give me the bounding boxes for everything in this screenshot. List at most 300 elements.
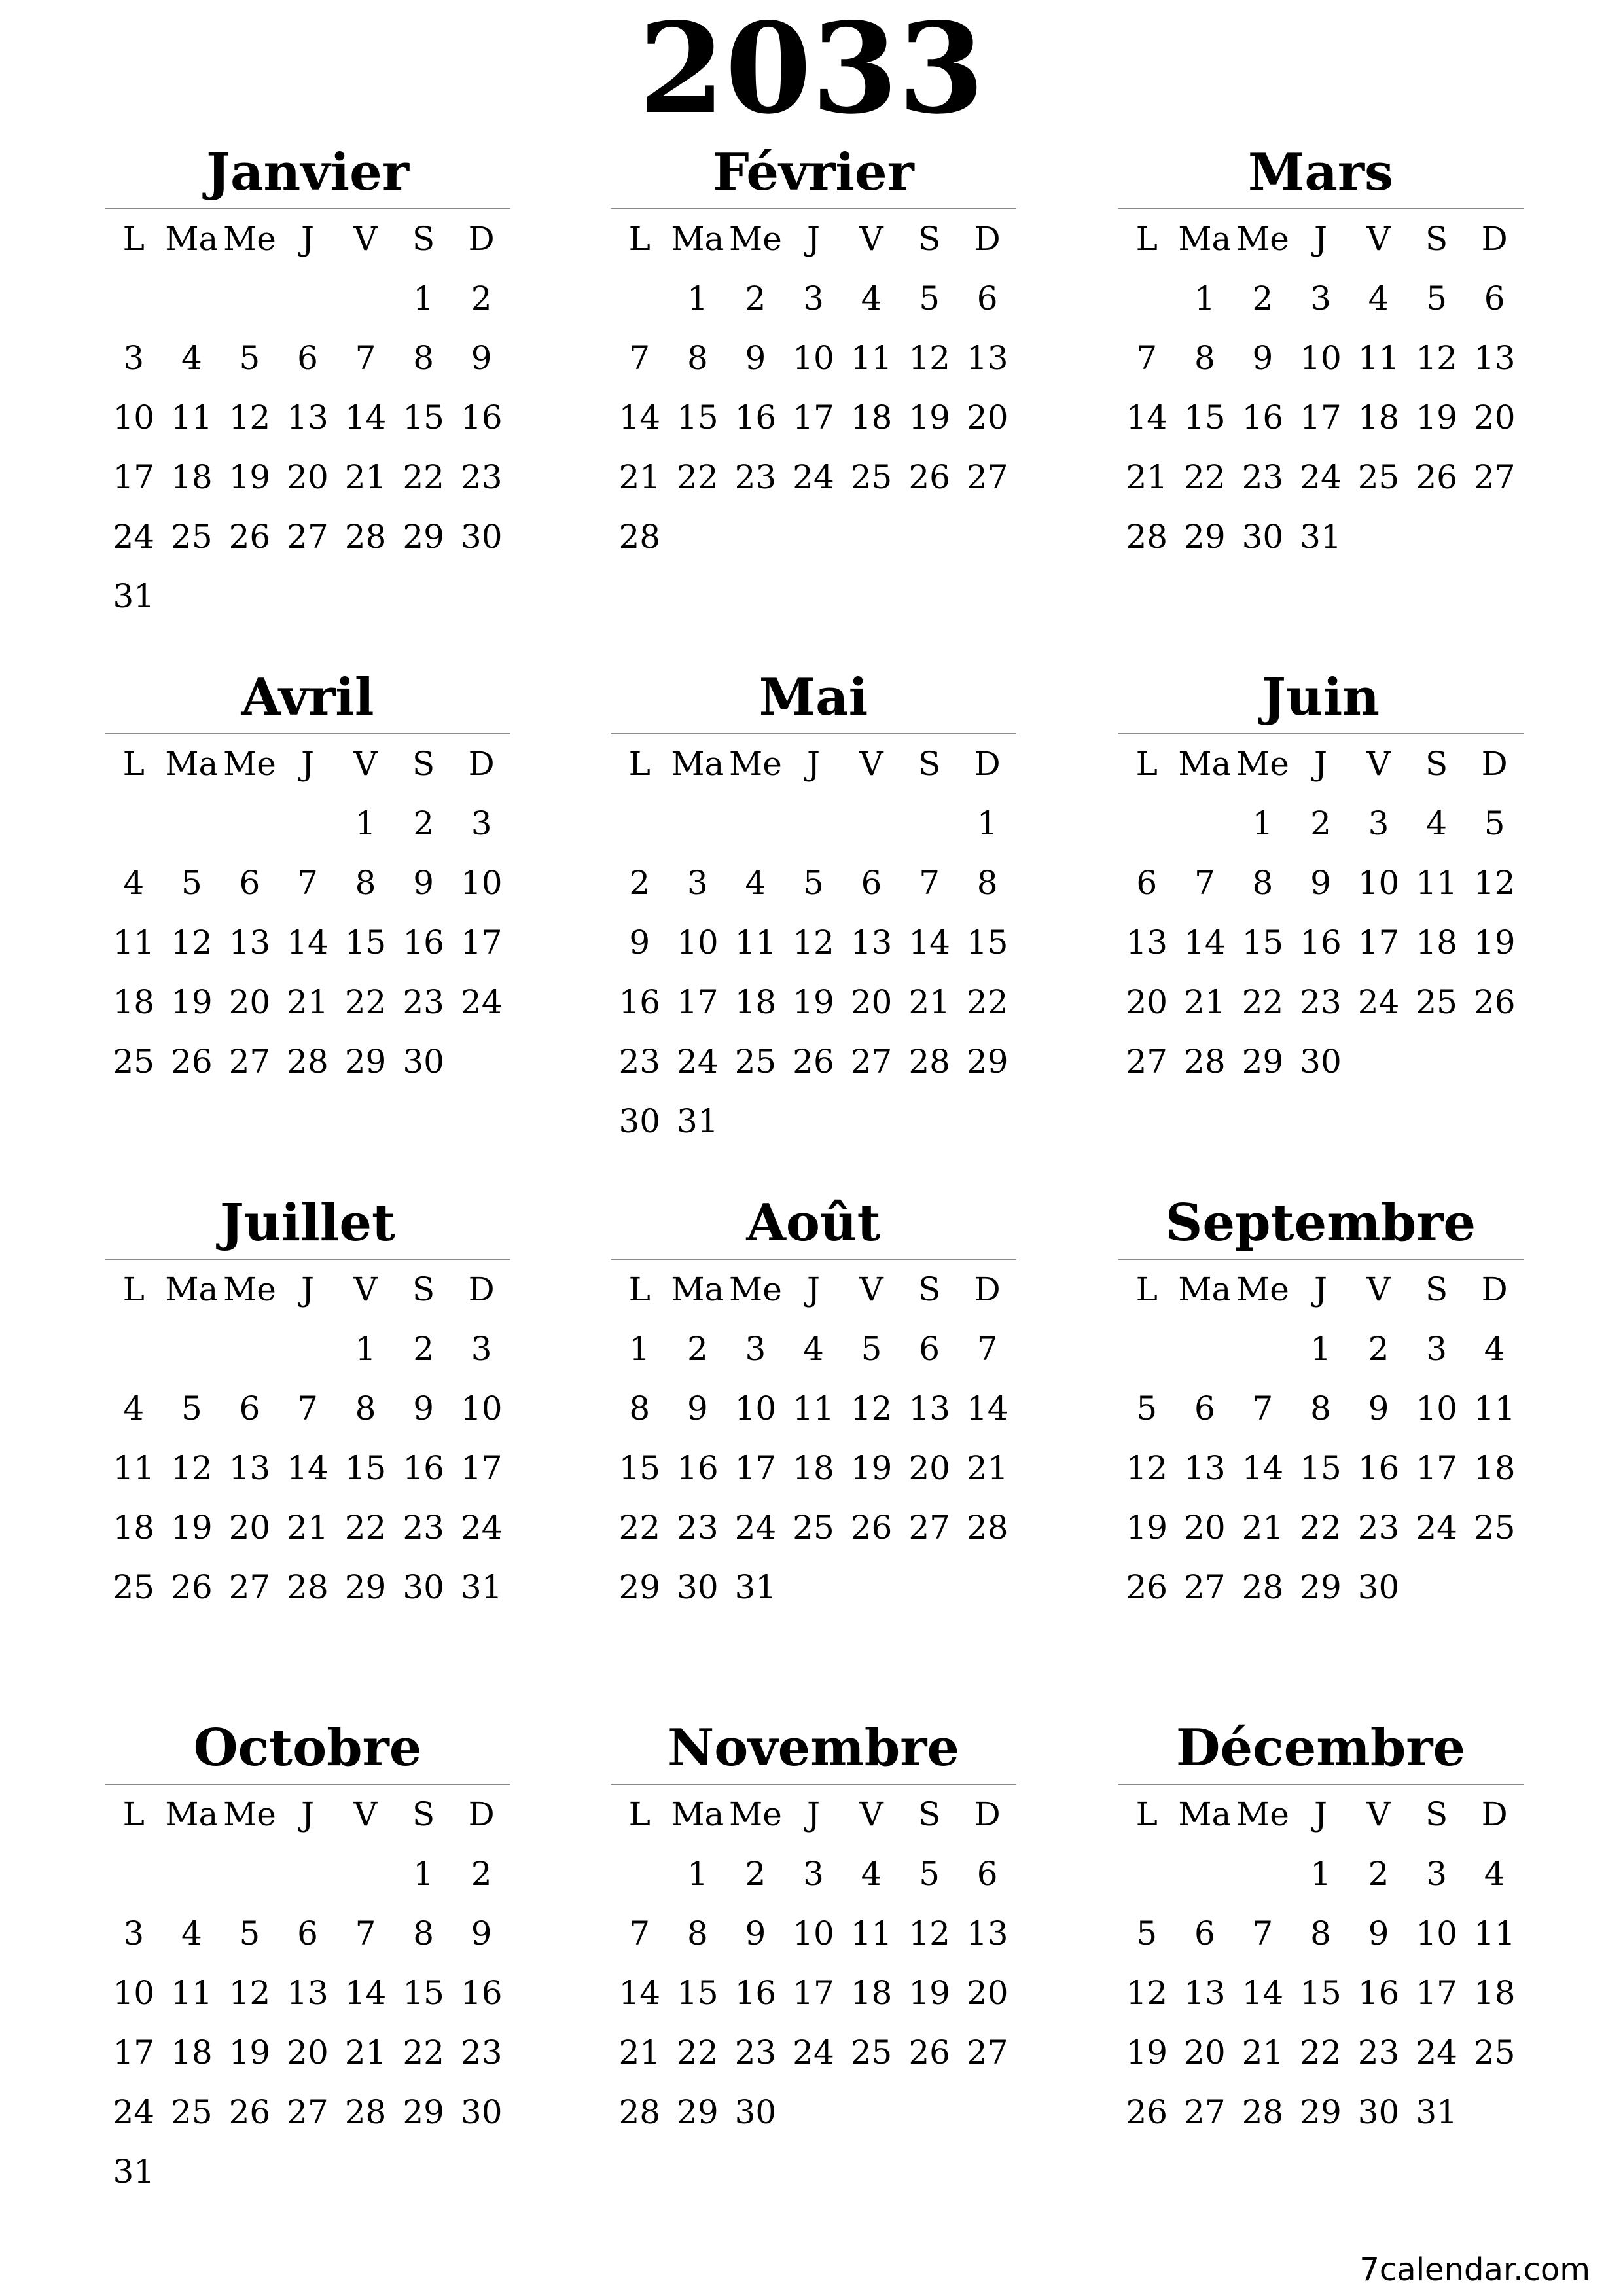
weekday-label: S [918,1270,941,1308]
day-cell: 1 [629,1330,651,1368]
day-cell: 8 [1194,339,1215,377]
day-cell: 12 [850,1390,893,1427]
day-cell: 17 [460,1449,503,1487]
day-cell: 25 [793,1509,834,1547]
month-days-grid [105,1260,510,1617]
day-cell: 27 [1126,1043,1168,1081]
day-cell: 5 [861,1330,882,1368]
day-cell: 4 [861,279,882,317]
day-cell: 5 [239,339,260,377]
month-days-grid [1118,734,1524,1092]
day-cell: 3 [745,1330,766,1368]
weekday-label: Me [729,1270,782,1308]
month-name: Novembre [667,1718,960,1778]
empty-day-cell [785,794,843,853]
day-cell: 7 [1252,1390,1274,1427]
day-cell: 14 [1241,1974,1284,2012]
day-cell: 25 [1473,1509,1516,1547]
day-cell: 7 [919,864,940,902]
day-cell: 9 [1310,864,1331,902]
day-cell: 22 [677,2034,719,2072]
day-cell: 16 [618,983,661,1021]
day-cell: 1 [687,1855,708,1893]
day-cell: 7 [629,339,651,377]
day-cell: 26 [228,518,271,556]
day-cell: 4 [181,1914,202,1952]
empty-day-cell [221,1319,279,1379]
day-cell: 24 [1416,2034,1457,2072]
day-cell: 12 [1416,339,1457,377]
day-cell: 30 [1300,1043,1342,1081]
day-cell: 6 [1136,864,1158,902]
day-cell: 4 [123,1390,145,1427]
day-cell: 20 [1126,983,1168,1021]
day-cell: 7 [355,1914,376,1952]
day-cell: 25 [113,1568,155,1606]
month-block [105,1713,510,2202]
day-cell: 15 [1300,1449,1342,1487]
day-cell: 16 [402,924,444,961]
day-cell: 19 [850,1449,893,1487]
day-cell: 23 [402,983,444,1021]
day-cell: 8 [413,339,435,377]
day-cell: 13 [908,1390,950,1427]
day-cell: 4 [1484,1855,1505,1893]
day-cell: 11 [171,399,213,437]
day-cell: 16 [402,1449,444,1487]
weekday-label: Ma [671,1270,724,1308]
day-cell: 29 [1184,518,1226,556]
day-cell: 30 [1241,518,1284,556]
day-cell: 3 [803,1855,824,1893]
day-cell: 20 [228,1509,271,1547]
day-cell: 22 [1241,983,1284,1021]
day-cell: 21 [966,1449,1008,1487]
empty-day-cell [163,269,221,329]
day-cell: 6 [239,1390,260,1427]
day-cell: 6 [976,279,998,317]
weekday-label: V [859,1795,883,1833]
day-cell: 11 [1473,1390,1516,1427]
empty-day-cell [221,269,279,329]
weekday-label: L [628,745,651,783]
day-cell: 15 [1184,399,1226,437]
weekday-label: D [1481,745,1508,783]
weekday-label: L [628,220,651,258]
weekday-label: Me [223,1270,276,1308]
day-cell: 6 [861,864,882,902]
day-cell: 3 [1426,1855,1448,1893]
day-cell: 6 [239,864,260,902]
day-cell: 25 [1416,983,1457,1021]
month-days-grid [1118,209,1524,567]
day-cell: 5 [239,1914,260,1952]
day-cell: 3 [123,1914,145,1952]
weekday-label: L [628,1795,651,1833]
day-cell: 31 [460,1568,503,1606]
day-cell: 7 [1136,339,1158,377]
empty-day-cell [336,1844,395,1904]
day-cell: 6 [919,1330,940,1368]
day-cell: 23 [1357,2034,1400,2072]
day-cell: 16 [460,1974,503,2012]
day-cell: 15 [344,924,387,961]
day-cell: 4 [1426,804,1448,842]
day-cell: 30 [402,1043,444,1081]
day-cell: 18 [850,399,893,437]
weekday-label: S [1425,745,1448,783]
day-cell: 21 [344,458,387,496]
day-cell: 25 [850,2034,893,2072]
day-cell: 13 [966,1914,1008,1952]
day-cell: 15 [1300,1974,1342,2012]
weekday-label: L [1135,1270,1158,1308]
weekday-label: V [353,1795,378,1833]
day-cell: 2 [745,1855,766,1893]
day-cell: 2 [687,1330,708,1368]
day-cell: 26 [1473,983,1516,1021]
weekday-label: V [353,1270,378,1308]
day-cell: 15 [344,1449,387,1487]
day-cell: 24 [113,518,155,556]
day-cell: 3 [1368,804,1389,842]
day-cell: 31 [734,1568,777,1606]
day-cell: 1 [1194,279,1215,317]
weekday-label: D [974,1795,1001,1833]
day-cell: 9 [413,1390,435,1427]
footer-site-link[interactable]: 7calendar.com [1359,2251,1590,2288]
day-cell: 7 [297,1390,318,1427]
weekday-label: J [1313,1795,1328,1833]
empty-day-cell [842,794,901,853]
day-cell: 2 [1252,279,1274,317]
day-cell: 28 [966,1509,1008,1547]
day-cell: 20 [966,1974,1008,2012]
weekday-label: Me [1236,1795,1289,1833]
day-cell: 10 [793,1914,834,1952]
day-cell: 9 [745,1914,766,1952]
day-cell: 14 [1241,1449,1284,1487]
weekday-label: L [628,1270,651,1308]
month-block [105,137,510,626]
weekday-label: D [468,1795,495,1833]
day-cell: 2 [1368,1330,1389,1368]
day-cell: 23 [734,458,777,496]
month-days-grid [611,209,1016,567]
day-cell: 19 [793,983,834,1021]
day-cell: 7 [976,1330,998,1368]
day-cell: 6 [297,339,318,377]
day-cell: 25 [113,1043,155,1081]
weekday-label: L [1135,1795,1158,1833]
day-cell: 8 [629,1390,651,1427]
day-cell: 28 [1241,2093,1284,2131]
day-cell: 28 [287,1568,329,1606]
day-cell: 5 [803,864,824,902]
day-cell: 4 [745,864,766,902]
day-cell: 4 [1484,1330,1505,1368]
day-cell: 9 [413,864,435,902]
day-cell: 30 [1357,2093,1400,2131]
month-days-grid [105,1785,510,2202]
weekday-label: J [806,1270,821,1308]
day-cell: 28 [618,2093,661,2131]
day-cell: 12 [228,399,271,437]
day-cell: 24 [1416,1509,1457,1547]
weekday-label: Me [1236,745,1289,783]
empty-day-cell [669,794,727,853]
day-cell: 26 [1126,2093,1168,2131]
day-cell: 27 [850,1043,893,1081]
day-cell: 24 [1357,983,1400,1021]
day-cell: 16 [460,399,503,437]
empty-day-cell [279,269,337,329]
day-cell: 19 [228,2034,271,2072]
day-cell: 24 [793,458,834,496]
empty-day-cell [221,794,279,853]
day-cell: 17 [677,983,719,1021]
day-cell: 29 [344,1043,387,1081]
day-cell: 11 [1416,864,1457,902]
day-cell: 24 [793,2034,834,2072]
day-cell: 25 [734,1043,777,1081]
day-cell: 21 [287,1509,329,1547]
month-block [105,1188,510,1617]
month-name: Janvier [206,143,409,202]
day-cell: 15 [618,1449,661,1487]
weekday-label: S [1425,220,1448,258]
day-cell: 16 [677,1449,719,1487]
day-cell: 17 [1300,399,1342,437]
weekday-label: Ma [671,220,724,258]
weekday-label: L [1135,220,1158,258]
day-cell: 15 [1241,924,1284,961]
day-cell: 14 [1184,924,1226,961]
day-cell: 16 [1241,399,1284,437]
day-cell: 22 [677,458,719,496]
day-cell: 1 [1310,1330,1331,1368]
weekday-label: J [806,1795,821,1833]
day-cell: 24 [460,1509,503,1547]
day-cell: 31 [1416,2093,1457,2131]
day-cell: 2 [413,804,435,842]
day-cell: 4 [803,1330,824,1368]
weekday-label: Ma [1178,1270,1232,1308]
weekday-label: V [859,1270,883,1308]
empty-day-cell [1234,1844,1292,1904]
day-cell: 14 [344,1974,387,2012]
day-cell: 11 [113,924,155,961]
day-cell: 30 [618,1102,661,1140]
day-cell: 22 [402,458,444,496]
month-block [611,1188,1016,1617]
day-cell: 28 [1184,1043,1226,1081]
day-cell: 20 [966,399,1008,437]
weekday-label: V [1366,745,1391,783]
weekday-label: J [300,1795,315,1833]
day-cell: 1 [687,279,708,317]
day-cell: 31 [113,2153,155,2191]
day-cell: 17 [1416,1449,1457,1487]
day-cell: 10 [460,864,503,902]
day-cell: 18 [113,1509,155,1547]
day-cell: 5 [1426,279,1448,317]
day-cell: 14 [1126,399,1168,437]
weekday-label: D [468,745,495,783]
day-cell: 8 [1310,1914,1331,1952]
day-cell: 6 [1194,1914,1215,1952]
day-cell: 26 [171,1568,213,1606]
weekday-label: Ma [165,1270,219,1308]
empty-day-cell [279,1844,337,1904]
day-cell: 22 [1300,2034,1342,2072]
weekday-label: V [1366,1795,1391,1833]
day-cell: 11 [850,339,893,377]
day-cell: 6 [1194,1390,1215,1427]
weekday-label: Ma [165,745,219,783]
weekday-label: L [122,1795,145,1833]
day-cell: 27 [287,2093,329,2131]
day-cell: 12 [171,924,213,961]
month-block [105,662,510,1092]
weekday-label: V [1366,220,1391,258]
day-cell: 20 [908,1449,950,1487]
day-cell: 21 [618,2034,661,2072]
day-cell: 3 [471,1330,492,1368]
day-cell: 2 [471,1855,492,1893]
day-cell: 15 [966,924,1008,961]
empty-day-cell [163,794,221,853]
day-cell: 1 [355,804,376,842]
day-cell: 23 [1357,1509,1400,1547]
day-cell: 15 [402,399,444,437]
month-name: Mars [1248,143,1393,202]
day-cell: 11 [793,1390,834,1427]
weekday-label: Ma [165,220,219,258]
day-cell: 21 [287,983,329,1021]
weekday-label: S [1425,1795,1448,1833]
day-cell: 8 [1252,864,1274,902]
day-cell: 18 [1357,399,1400,437]
day-cell: 25 [171,518,213,556]
empty-day-cell [1118,794,1176,853]
day-cell: 9 [745,339,766,377]
weekday-label: J [1313,1270,1328,1308]
day-cell: 9 [1368,1914,1389,1952]
day-cell: 3 [687,864,708,902]
day-cell: 16 [1357,1449,1400,1487]
day-cell: 10 [113,1974,155,2012]
day-cell: 26 [1416,458,1457,496]
day-cell: 18 [734,983,777,1021]
weekday-label: S [918,1795,941,1833]
day-cell: 7 [629,1914,651,1952]
day-cell: 11 [1473,1914,1516,1952]
day-cell: 17 [1416,1974,1457,2012]
day-cell: 11 [113,1449,155,1487]
day-cell: 9 [1368,1390,1389,1427]
day-cell: 18 [1473,1449,1516,1487]
day-cell: 18 [793,1449,834,1487]
day-cell: 12 [171,1449,213,1487]
day-cell: 26 [228,2093,271,2131]
day-cell: 11 [734,924,777,961]
empty-day-cell [1176,794,1234,853]
month-days-grid [611,1260,1016,1617]
weekday-label: Ma [671,1795,724,1833]
day-cell: 23 [460,458,503,496]
day-cell: 2 [1368,1855,1389,1893]
day-cell: 29 [1241,1043,1284,1081]
day-cell: 7 [297,864,318,902]
day-cell: 27 [228,1568,271,1606]
day-cell: 21 [1126,458,1168,496]
day-cell: 14 [966,1390,1008,1427]
day-cell: 2 [1310,804,1331,842]
day-cell: 2 [413,1330,435,1368]
day-cell: 18 [171,458,213,496]
day-cell: 17 [793,1974,834,2012]
year-title: 2033 [638,0,985,141]
day-cell: 28 [344,2093,387,2131]
day-cell: 6 [297,1914,318,1952]
day-cell: 17 [113,458,155,496]
day-cell: 17 [793,399,834,437]
day-cell: 9 [629,924,651,961]
day-cell: 13 [966,339,1008,377]
day-cell: 10 [1357,864,1400,902]
day-cell: 24 [734,1509,777,1547]
day-cell: 4 [181,339,202,377]
day-cell: 28 [1241,1568,1284,1606]
weekday-label: L [122,1270,145,1308]
day-cell: 24 [1300,458,1342,496]
day-cell: 28 [344,518,387,556]
day-cell: 2 [471,279,492,317]
weekday-label: J [300,1270,315,1308]
day-cell: 5 [181,864,202,902]
day-cell: 1 [413,279,435,317]
empty-day-cell [1118,1844,1176,1904]
month-name: Octobre [193,1718,422,1778]
weekday-label: S [412,220,435,258]
day-cell: 22 [1300,1509,1342,1547]
day-cell: 3 [803,279,824,317]
weekday-label: D [468,220,495,258]
day-cell: 2 [629,864,651,902]
day-cell: 29 [1300,1568,1342,1606]
day-cell: 26 [793,1043,834,1081]
day-cell: 13 [228,1449,271,1487]
day-cell: 28 [1126,518,1168,556]
month-days-grid [105,209,510,626]
day-cell: 19 [1126,1509,1168,1547]
weekday-label: L [122,745,145,783]
day-cell: 27 [287,518,329,556]
month-block [1118,137,1524,567]
day-cell: 15 [677,1974,719,2012]
day-cell: 10 [1416,1390,1457,1427]
weekday-label: V [353,745,378,783]
day-cell: 26 [908,2034,950,2072]
month-name: Août [746,1193,881,1253]
day-cell: 28 [618,518,661,556]
day-cell: 22 [402,2034,444,2072]
day-cell: 20 [850,983,893,1021]
month-block [1118,1188,1524,1617]
day-cell: 9 [471,1914,492,1952]
empty-day-cell [105,1844,163,1904]
